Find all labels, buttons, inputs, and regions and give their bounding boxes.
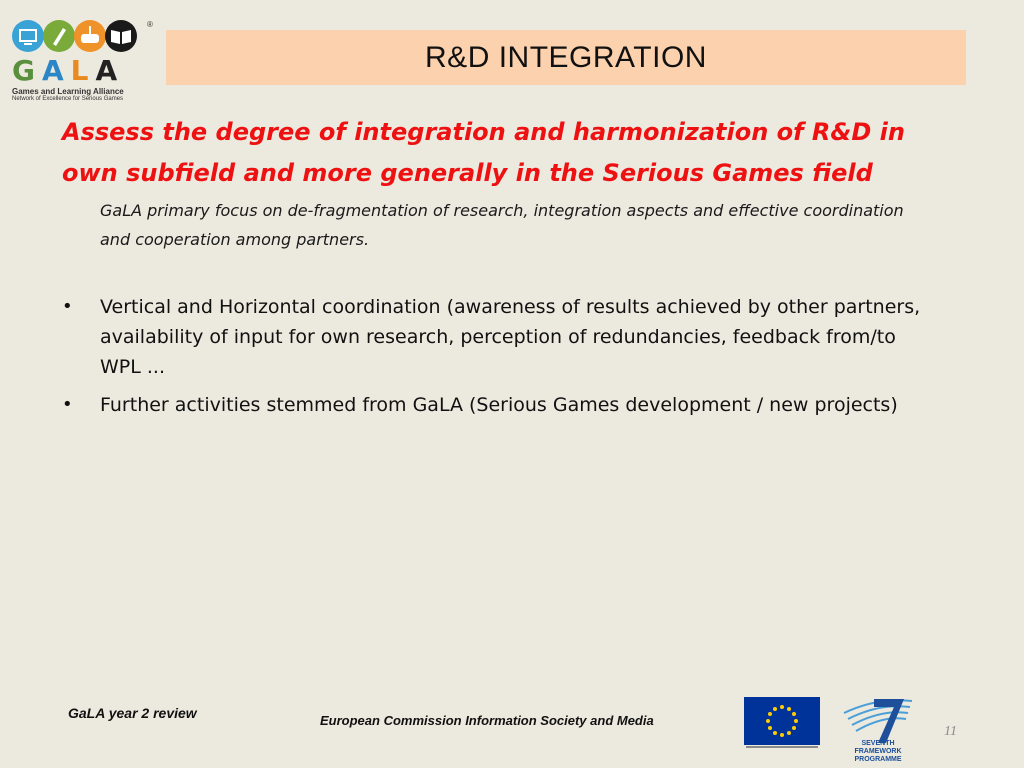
intro-text: GaLA primary focus on de-fragmentation of research, integration aspects and effective coordination and cooperation among partners. (100, 201, 904, 249)
logo-letter-g: G (12, 54, 42, 87)
title-bar (166, 30, 966, 85)
footer-ec-label: European Commission Information Society and Media (320, 713, 654, 728)
section-heading: Assess the degree of integration and harmonization of R&D in own subfield and more generally in the Serious Games field (62, 118, 905, 187)
fp7-caption (838, 740, 918, 764)
bullet-icon: • (62, 394, 73, 415)
slide-title: R&D INTEGRATION (425, 40, 707, 74)
bullet-text: Vertical and Horizontal coordination (awareness of results achieved by other partners, availability of input for own research, perception of redundancies, feedback from/to WPL ... (100, 296, 921, 378)
logo-tagline: Games and Learning Alliance (12, 87, 124, 96)
book-icon (105, 20, 137, 52)
bullet-text: Further activities stemmed from GaLA (Serious Games development / new projects) (100, 394, 898, 416)
computer-icon (12, 20, 44, 52)
page-number: 11 (944, 724, 957, 739)
fp7-caption-line1: SEVENTH FRAMEWORK (854, 740, 902, 755)
logo-letter-l: L (70, 54, 96, 87)
logo-letter-a: A (41, 54, 71, 87)
logo-icons (10, 14, 150, 56)
bullet-item (62, 390, 922, 420)
footer-review-label: GaLA year 2 review (68, 705, 197, 721)
bullet-icon: • (62, 296, 73, 317)
logo-wordmark (12, 56, 148, 86)
gala-logo (10, 14, 153, 104)
logo-subtagline: Network of Excellence for Serious Games (12, 96, 124, 102)
registered-mark: ® (147, 20, 153, 29)
eu-flag-icon (744, 697, 820, 749)
fp7-caption-line2: PROGRAMME (854, 756, 902, 763)
bullet-list (62, 292, 922, 428)
logo-letter-a2: A (95, 54, 125, 87)
bullet-item (62, 292, 922, 382)
